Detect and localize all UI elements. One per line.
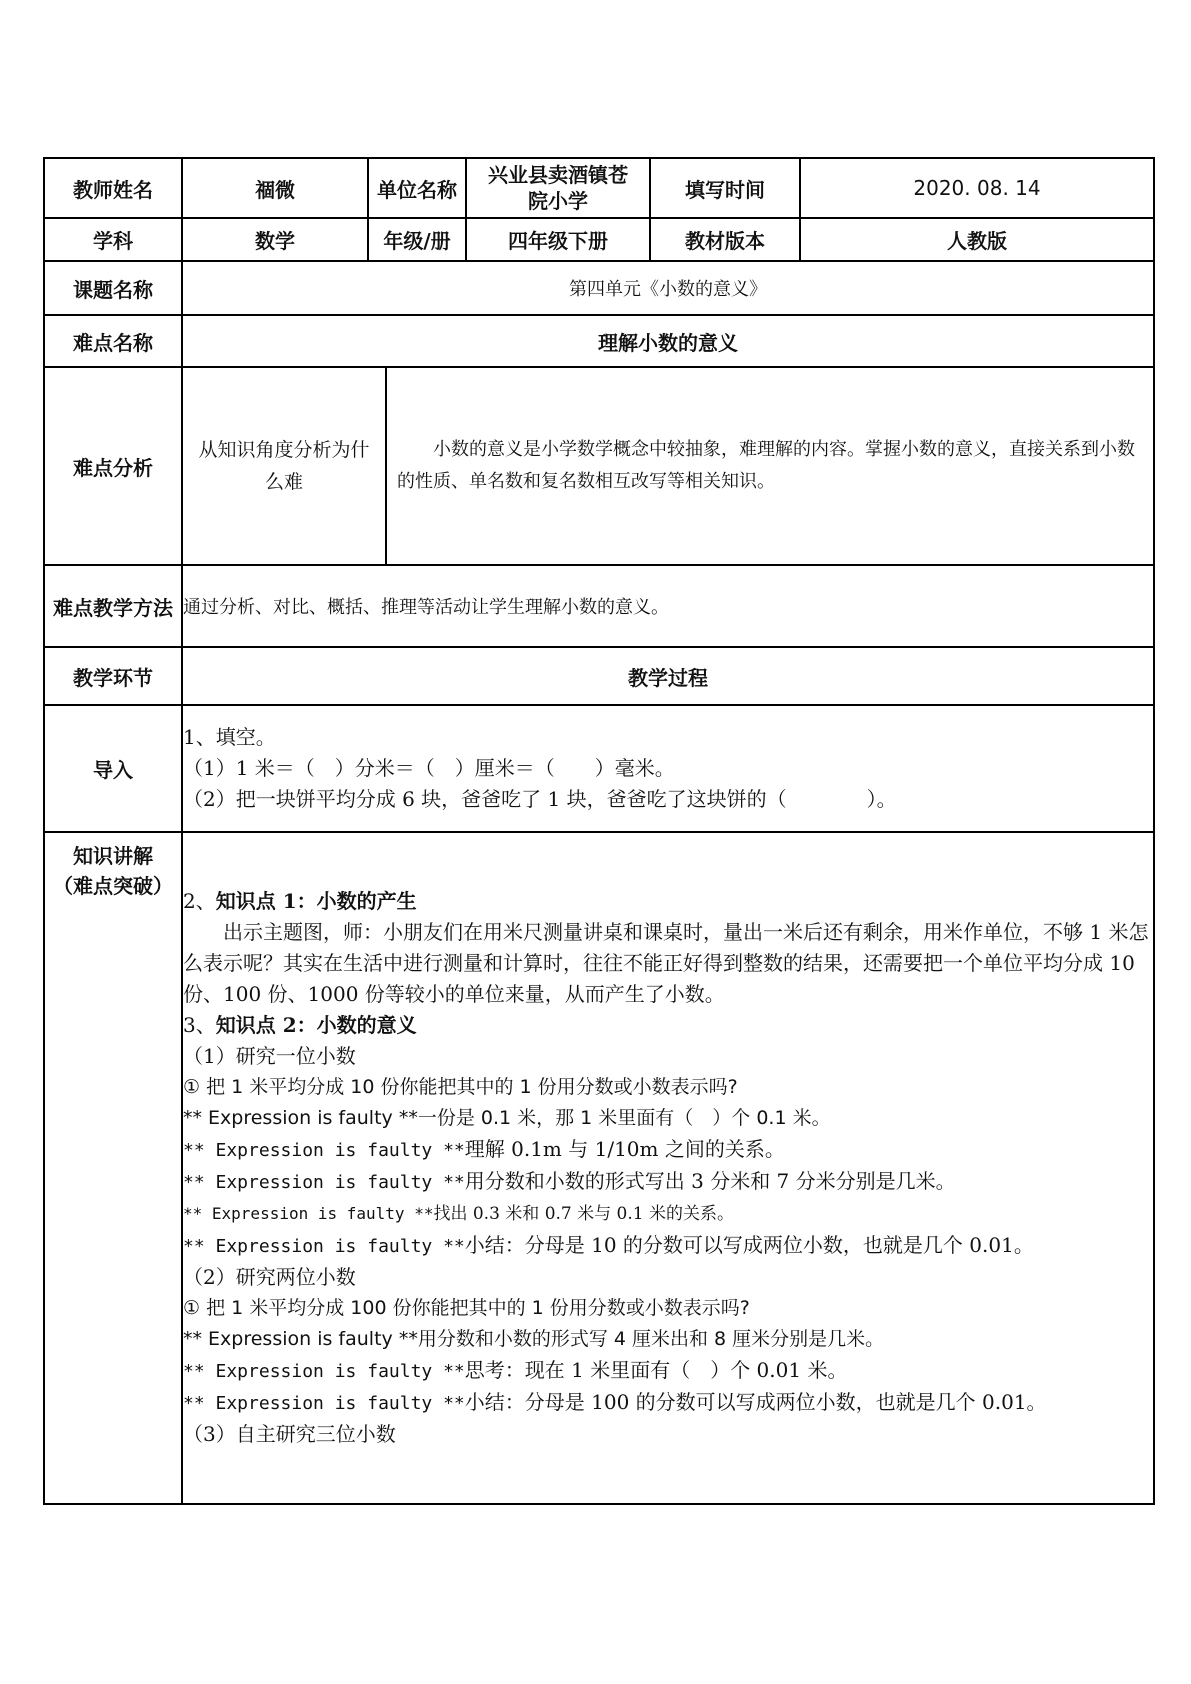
point1-title: 知识点 1：小数的产生 [215, 889, 417, 913]
analysis-cell [182, 367, 1154, 565]
s2-line [183, 1355, 1153, 1387]
s1-question-text: 把 1 米平均分成 10 份你能把其中的 1 份用分数或小数表示吗? [200, 1076, 738, 1098]
s2-question-text: 把 1 米平均分成 100 份你能把其中的 1 份用分数或小数表示吗? [200, 1297, 750, 1319]
sub2-title: （2）研究两位小数 [183, 1265, 356, 1289]
method-row [44, 565, 1154, 647]
fill-time-label: 填写时间 [650, 158, 800, 218]
textbook: 人教版 [800, 218, 1154, 261]
point2-heading [183, 1010, 1153, 1041]
s2-line-text: 思考：现在 1 米里面有（ ）个 0.01 米。 [464, 1358, 848, 1382]
point2-num: 3、 [183, 1013, 216, 1037]
process-header-row [44, 647, 1154, 705]
intro-label: 导入 [44, 705, 182, 832]
s1-line [183, 1103, 1153, 1134]
difficulty-row [44, 315, 1154, 367]
s1-question [183, 1072, 1153, 1103]
s1-line-text: 一份是 0.1 米，那 1 米里面有（ ）个 0.1 米。 [417, 1107, 831, 1129]
s1-line-text: 理解 0.1m 与 1/10m 之间的关系。 [464, 1137, 785, 1161]
s1-line [183, 1166, 1153, 1198]
knowledge-content [182, 832, 1154, 1504]
knowledge-label [44, 832, 182, 1504]
intro-content [182, 705, 1154, 832]
s1-line-text: 小结：分母是 10 的分数可以写成两位小数，也就是几个 0.01。 [464, 1233, 1034, 1257]
header-row-1 [44, 158, 1154, 218]
sub1-title: （1）研究一位小数 [183, 1044, 356, 1068]
unit-name: 兴业县卖酒镇苍院小学 [466, 158, 650, 218]
point2-title: 知识点 2：小数的意义 [215, 1013, 417, 1037]
method-label: 难点教学方法 [44, 565, 182, 647]
intro-row [44, 705, 1154, 832]
grade-label: 年级/册 [368, 218, 466, 261]
header-row-2 [44, 218, 1154, 261]
intro-line: 1、填空。 [183, 725, 276, 749]
lesson-plan-table [43, 157, 1155, 1505]
grade: 四年级下册 [466, 218, 650, 261]
error-marker: ** Expression is faulty ** [183, 1172, 465, 1193]
unit-label: 单位名称 [368, 158, 466, 218]
knowledge-row [44, 832, 1154, 1504]
analysis-label: 难点分析 [44, 367, 182, 565]
s2-question [183, 1293, 1153, 1324]
circle-one-icon: ① [183, 1297, 201, 1319]
teacher-label: 教师姓名 [44, 158, 182, 218]
subject-label: 学科 [44, 218, 182, 261]
error-marker: ** Expression is faulty ** [183, 1361, 465, 1382]
teacher-name: 祻微 [182, 158, 368, 218]
s1-line-text: 用分数和小数的形式写出 3 分米和 7 分米分别是几米。 [464, 1169, 956, 1193]
knowledge-label-line2: （难点突破） [53, 874, 173, 898]
topic-value: 第四单元《小数的意义》 [182, 261, 1154, 315]
sub3-title: （3）自主研究三位小数 [183, 1422, 396, 1446]
knowledge-label-line1: 知识讲解 [73, 844, 153, 868]
error-marker: ** Expression is faulty ** [183, 1140, 465, 1161]
analysis-text: 小数的意义是小学数学概念中较抽象，难理解的内容。掌握小数的意义，直接关系到小数的性质、单名数和复名数相互改写等相关知识。 [397, 439, 1135, 492]
fill-time: 2020. 08. 14 [800, 158, 1154, 218]
s2-line-text: 用分数和小数的形式写 4 厘米出和 8 厘米分别是几米。 [417, 1328, 885, 1350]
s2-line [183, 1324, 1153, 1355]
method-text: 通过分析、对比、概括、推理等活动让学生理解小数的意义。 [182, 565, 1154, 647]
textbook-label: 教材版本 [650, 218, 800, 261]
analysis-row [44, 367, 1154, 565]
error-marker: ** Expression is faulty ** [183, 1204, 434, 1223]
s1-line [183, 1134, 1153, 1166]
process-header-label: 教学环节 [44, 647, 182, 705]
point1-text: 出示主题图，师：小朋友们在用米尺测量讲桌和课桌时，量出一米后还有剩余，用米作单位，不够 1 米怎么表示呢？其实在生活中进行测量和计算时，往往不能正好得到整数的结果，还需要把一个单位平均分成 10 份、100 份、1000 份等较小的单位来量，从而产生了小数。 [183, 920, 1149, 1006]
topic-label: 课题名称 [44, 261, 182, 315]
circle-one-icon: ① [183, 1076, 201, 1098]
process-header-value: 教学过程 [182, 647, 1154, 705]
error-marker: ** Expression is faulty ** [183, 1236, 465, 1257]
error-marker: ** Expression is faulty ** [183, 1107, 418, 1129]
error-marker: ** Expression is faulty ** [183, 1393, 465, 1414]
topic-row [44, 261, 1154, 315]
s2-line-text: 小结：分母是 100 的分数可以写成两位小数，也就是几个 0.01。 [464, 1390, 1047, 1414]
s1-line [183, 1198, 1153, 1230]
point1-heading [183, 886, 1153, 917]
s2-line [183, 1387, 1153, 1419]
difficulty-value: 理解小数的意义 [182, 315, 1154, 367]
error-marker: ** Expression is faulty ** [183, 1328, 418, 1350]
analysis-sub-label: 从知识角度分析为什么难 [183, 368, 387, 564]
intro-line: （1）1 米＝（ ）分米＝（ ）厘米＝（ ）毫米。 [183, 756, 675, 780]
subject: 数学 [182, 218, 368, 261]
s1-line [183, 1230, 1153, 1262]
s1-line-text: 找出 0.3 米和 0.7 米与 0.1 米的关系。 [433, 1204, 734, 1224]
analysis-text-wrap [387, 368, 1153, 564]
intro-line: （2）把一块饼平均分成 6 块，爸爸吃了 1 块，爸爸吃了这块饼的（ ）。 [183, 787, 897, 811]
difficulty-label: 难点名称 [44, 315, 182, 367]
point1-num: 2、 [183, 889, 216, 913]
